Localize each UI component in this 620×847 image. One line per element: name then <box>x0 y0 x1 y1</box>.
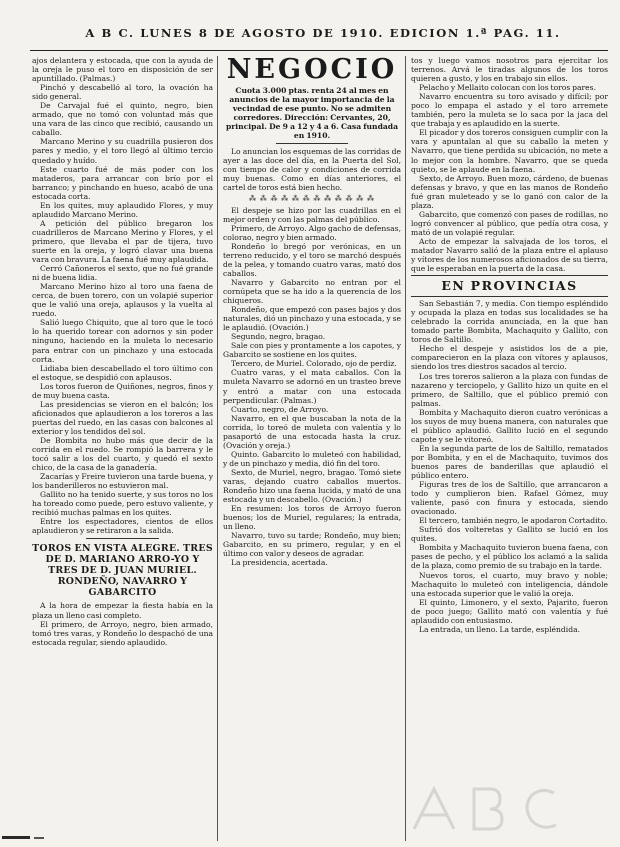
paragraph: ajos delantera y estocada, que con la ayuda de la oreja le puso el toro en disposición de ser apuntillado. (Palmas.) <box>32 56 213 84</box>
paragraph: Hecho el despeje y asistidos los de a pie, comparecieron en la plaza con vítores y aplausos, siendo los tres diestros sacados al tercio. <box>411 344 608 372</box>
paragraph: San Sebastián 7, y media. Con tiempo espléndido y ocupada la plaza en todas sus localidades se ha celebrado la corrida anunciada, en la que han tomado parte Bombita, Machaquito y Gallito, con toros de Saltillo. <box>411 299 608 345</box>
paragraph: En la segunda parte de los de Saltillo, rematados por Bombita, y en el de Machaquito, tuvimos dos buenos pares de banderillas que aplaudió el público entero. <box>411 443 608 481</box>
paragraph: El picador y dos toreros consiguen cumplir con la vara y apuntalan al que su caballo la meten y Navarro, que tiene perdida su ubicación, no mete a lo mejor con la hombre. Navarro, que se queda quieto, se le aplaude en la faena. <box>411 128 608 174</box>
paragraph: El quinto, Limonero, y el sexto, Pajarito, fueron de poco juego; Gallito mató con valentía y fué aplaudido con entusiasmo. <box>411 597 608 625</box>
paragraph: Sale con pies y prontamente a los capotes, y Gabarcito se sostiene en los quites. <box>223 341 401 360</box>
paragraph: Pelacho y Mellaito colocan con los toros pares. <box>419 83 596 93</box>
section-heading: EN PROVINCIAS <box>441 278 578 294</box>
paragraph: Quinto. Gabarcito lo muleteó con habilidad, y de un pinchazo y media, dió fin del toro. <box>223 449 401 468</box>
paragraph: En los quites, muy aplaudido Flores, y muy aplaudido Marcano Merino. <box>32 200 213 219</box>
paragraph: Marcano Merino y su cuadrilla pusieron dos pares y medio, y el toro llegó al último tercio quedado y huído. <box>32 137 213 165</box>
article-headline: TOROS EN VISTA ALEGRE. TRES DE D. MARIANO ARRO-YO Y TRES DE D. JUAN MURIEL. RONDEÑO, NAVARRO Y GABARCITO <box>32 543 213 599</box>
paragraph: El despeje se hizo por las cuadrillas en el mejor orden y con las palmas del público. <box>223 205 401 224</box>
paragraph: Este cuarto fué de más poder con los mataderos, para arrancar con brío por el barranco; y pinchando en hueso, acabó de una estocada corta. <box>32 164 213 201</box>
paragraph: Salió luego Chiquito, que al toro que le tocó lo ha querido torear con adornos y sin poder ninguno, haciendo en la muleta lo necesario para entrar con un pinchazo y una estocada corta. <box>32 318 213 364</box>
paragraph: Entre los espectadores, cientos de ellos aplaudieron y se retiraron a la salida. <box>32 517 213 536</box>
column-3 <box>411 56 608 841</box>
paragraph: Rondeño, que empezó con pases bajos y dos naturales, dió un pinchazo y una estocada, y se le aplaudió. (Ovación.) <box>223 305 401 333</box>
paragraph: Marcano Merino hizo al toro una faena de cerca, de buen torero, con un volapié superior que le valió una oreja, aplausos y la vuelta al ruedo. <box>32 282 213 319</box>
paragraph: A petición del público bregaron los cuadrilleros de Marcano Merino y Flores, y el primero, que llevaba el par de tijera, tuvo suerte en la oreja, y logró clavar una buena vara con bravura. La faena fué muy aplaudida. <box>32 218 213 265</box>
paragraph: Cerró Cañoneros el sexto, que no fué grande ni de buena lidia. <box>32 264 213 283</box>
paragraph: Navarro, tuvo su tarde; Rondeño, muy bien; Gabarcito, en su primero, regular, y en el último con valor y deseos de agradar. <box>223 531 401 559</box>
paragraph: Rondeño lo bregó por verónicas, en un terreno reducido, y el toro se marchó después de la pelea, y tomando cuatro varas, mató dos caballos. <box>223 241 401 278</box>
paragraph: La presidencia, acertada. <box>231 558 328 568</box>
separator-rule <box>276 143 347 144</box>
paragraph: Lo anuncian los esquemas de las corridas de ayer a las doce del día, en la Puerta del Sol, con tiempo de calor y condiciones de corrida muy buenas. Como en días anteriores, el cartel de toros está bien hecho. <box>223 147 401 193</box>
paragraph: Primero, de Arroyo. Algo gacho de defensas, colorao, negro y bien armado. <box>223 223 401 242</box>
paragraph: A la hora de empezar la fiesta había en la plaza un lleno casi completo. <box>32 601 213 620</box>
paragraph: Navarro encuentra su toro avisado y difícil; por poco lo empapa el astado y el toro arremete también, pero la muleta se lo saca por la jaca del que trabaja y es aplaudido en la suerte. <box>411 92 608 129</box>
paragraph: Cuarto, negro, de Arroyo. <box>231 404 329 414</box>
paragraph: tos y luego vamos nosotros para ejercitar los terrenos. Arvá le tiradas algunos de los toros quieren a gusto, y los en trabajo sin ellos. <box>411 56 608 84</box>
ink-mark <box>0 833 130 843</box>
paragraph: Sexto, de Arroyo. Buen mozo, cárdeno, de buenas defensas y bravo, y que en las manos de Rondeño fué gran muleteado y se lo ganó con calor de la plaza. <box>411 173 608 210</box>
paragraph: Sexto, de Muriel, negro, bragao. Tomó siete varas, dejando cuatro caballos muertos. Rondeño hizo una faena lucida, y mató de una estocada y un descabello. (Ovación.) <box>223 467 401 505</box>
paragraph: El primero, de Arroyo, negro, bien armado, tomó tres varas, y Rondeño lo despachó de una estocada regular, siendo aplaudido. <box>32 619 213 647</box>
paragraph: Cuatro varas, y el mata caballos. Con la muleta Navarro se adornó en un trasteo breve y entró a matar con una estocada perpendicular. (Palmas.) <box>223 368 401 405</box>
paragraph: Sufrió dos volteretas y Gallito se lució en los quites. <box>411 525 608 544</box>
column-divider <box>217 56 218 841</box>
paragraph: De Carvajal fué el quinto, negro, bien armado, que no tomó con voluntad más que una vara de las cinco que recibió, causando un caballo. <box>32 101 213 138</box>
paragraph: Tercero, de Muriel. Colorado, ojo de perdiz. <box>231 359 397 369</box>
paragraph: Bombita y Machaquito dieron cuatro verónicas a los suyos de muy buena manera, con naturales que el público aplaudió. Gallito lució en el segundo capote y se le vitoreó. <box>411 407 608 444</box>
paragraph: La entrada, un lleno. La tarde, espléndida. <box>419 624 581 634</box>
paragraph: Zacarías y Freire tuvieron una tarde buena, y los banderilleros no estuvieron mal. <box>32 472 213 491</box>
paragraph: Navarro y Gabarcito no entran por el cornúpeta que se ha ido a la querencia de los chiqueros. <box>223 277 401 306</box>
column-2 <box>223 56 401 841</box>
paragraph: Segundo, negro, bragao. <box>231 332 326 342</box>
section-rule <box>411 296 608 297</box>
paragraph: Acto de empezar la salvajada de los toros, el matador Navarro salió de la plaza entre el aplauso y vítores de los numerosos aficionados de su tierra, que le esperaban en la puerta de la casa. <box>411 236 608 274</box>
paragraph: Lidiaba bien descabellado el toro último con el estoque, se despidió con aplausos. <box>32 363 213 382</box>
paragraph: En resumen: los toros de Arroyo fueron buenos; los de Muriel, regulares; la entrada, un lleno. <box>223 504 401 532</box>
paragraph: De Bombita no hubo más que decir de la corrida en el ruedo. Se rompió la barrera y le tocó salir a los del cuarto, y quedó el sexto chico, de la casa de la ganadería. <box>32 435 213 473</box>
column-divider <box>405 56 406 841</box>
paragraph: El tercero, también negro, le apodaron Cortadito. <box>419 516 608 526</box>
paragraph: Gabarcito, que comenzó con pases de rodillas, no logró convencer al público, que pedía otra cosa, y mató de un volapié regular. <box>411 209 608 237</box>
paragraph: Gallito no ha tenido suerte, y sus toros no los ha toreado como puede, pero estuvo valiente, y recibió muchas palmas en los quites. <box>32 490 213 518</box>
paragraph: Los tres toreros salieron a la plaza con fundas de nazareno y terciopelo, y Gallito hizo un quite en el primero, de Saltillo, que el público premió con palmas. <box>411 371 608 408</box>
paragraph: Pinchó y descabelló al toro, la ovación ha sido general. <box>32 83 213 102</box>
ornament-divider: ⁂ ⁂ ⁂ ⁂ ⁂ ⁂ ⁂ ⁂ ⁂ ⁂ ⁂ ⁂ <box>249 194 375 203</box>
header-rule <box>30 50 608 51</box>
paragraph: Figuras tres de los de Saltillo, que arrancaron a todo y cumplieron bien. Rafael Gómez, muy valiente, pasó con finura y estocada, siendo ovacionado. <box>411 480 608 517</box>
advertisement-text: Cuota 3.000 ptas. renta 24 al mes en anuncios de la mayor importancia de la vecindad de ese punto. No se admiten corredores. Dirección: Cervantes, 20, principal. De 9 a 12 y 4 a 6. Casa fundada en 1910. <box>225 86 399 141</box>
section-rule <box>411 275 608 276</box>
paragraph: Las presidencias se vieron en el balcón; los aficionados que aplaudieron a los toreros a las puertas del ruedo, en las casas con balcones al exterior y los tendidos del sol. <box>32 399 213 436</box>
paragraph: Nuevos toros, el cuarto, muy bravo y noble; Machaquito lo muleteó con inteligencia, dándole una estocada superior que le valió la oreja. <box>411 570 608 598</box>
page-header: A B C. LUNES 8 DE AGOSTO DE 1910. EDICION 1.ª PAG. 11. <box>85 26 561 40</box>
column-1 <box>32 56 213 841</box>
paragraph: Navarro, en el que buscaban la nota de la corrida, lo toreó de muleta con valentía y lo pasaportó de una estocada hasta la cruz. (Ovación y oreja.) <box>223 413 401 450</box>
paragraph: Bombita y Machaquito tuvieron buena faena, con pases de pecho, y el público los aclamó a la salida de la plaza, como premio de su trabajo en la tarde. <box>411 543 608 571</box>
advertisement-banner: NEGOCIO <box>226 56 398 85</box>
separator-rule <box>86 538 158 539</box>
archive-watermark-icon <box>404 779 614 839</box>
paragraph: Los toros fueron de Quiñones, negros, finos y de muy buena casta. <box>32 381 213 400</box>
